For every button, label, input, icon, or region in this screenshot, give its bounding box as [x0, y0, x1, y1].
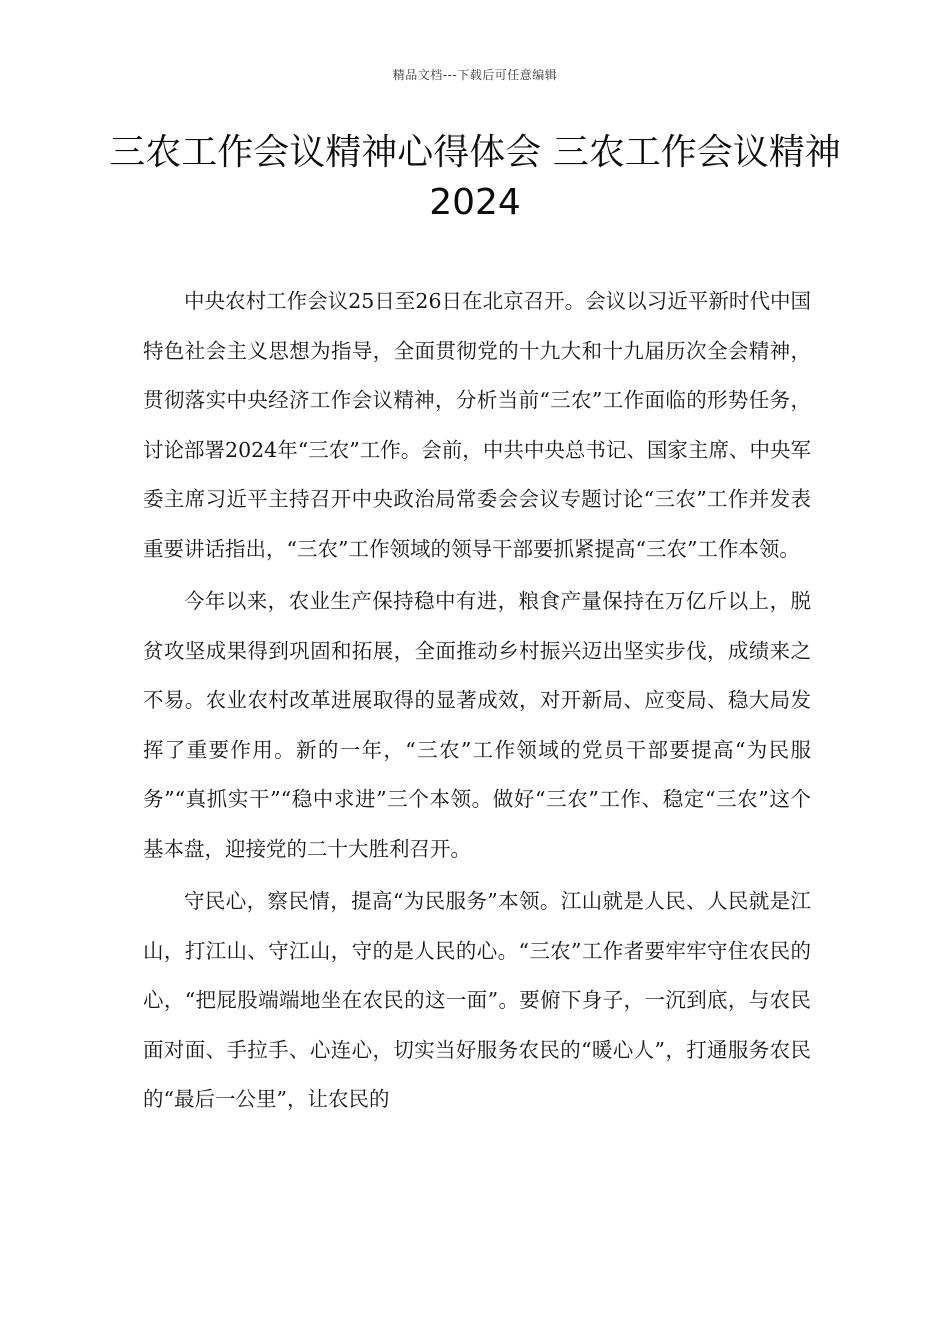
paragraph-1: 中央农村工作会议25日至26日在北京召开。会议以习近平新时代中国特色社会主义思想为指导，全面贯彻党的十九大和十九届历次全会精神，贯彻落实中央经济工作会议精神，分析当前“三农”工作面临的形势任务，讨论部署2024年“三农”工作。会前，中共中央总书记、国家主席、中央军委主席习近平主持召开中央政治局常委会会议专题讨论“三农”工作并发表重要讲话指出，“三农”工作领域的领导干部要抓紧提高“三农”工作本领。 — [143, 289, 811, 561]
paragraph-3: 守民心，察民情，提高“为民服务”本领。江山就是人民、人民就是江山，打江山、守江山，守的是人民的心。“三农”工作者要牢牢守住农民的心，“把屁股端端地坐在农民的这一面”。要俯下身子，一沉到底，与农民面对面、手拉手、心连心，切实当好服务农民的“暖心人”，打通服务农民的“最后一公里”，让农民的 — [143, 889, 811, 1111]
paragraph-2: 今年以来，农业生产保持稳中有进，粮食产量保持在万亿斤以上，脱贫攻坚成果得到巩固和拓展，全面推动乡村振兴迈出坚实步伐，成绩来之不易。农业农村改革进展取得的显著成效，对开新局、应变局、稳大局发挥了重要作用。新的一年，“三农”工作领域的党员干部要提高“为民服务”“真抓实干”“稳中求进”三个本领。做好“三农”工作、稳定“三农”这个基本盘，迎接党的二十大胜利召开。 — [143, 589, 811, 861]
document-body — [143, 277, 811, 1125]
header-note: 精品文档---下载后可任意编辑 — [392, 68, 558, 82]
document-title: 三农工作会议精神心得体会 三农工作会议精神2024 — [109, 132, 841, 223]
